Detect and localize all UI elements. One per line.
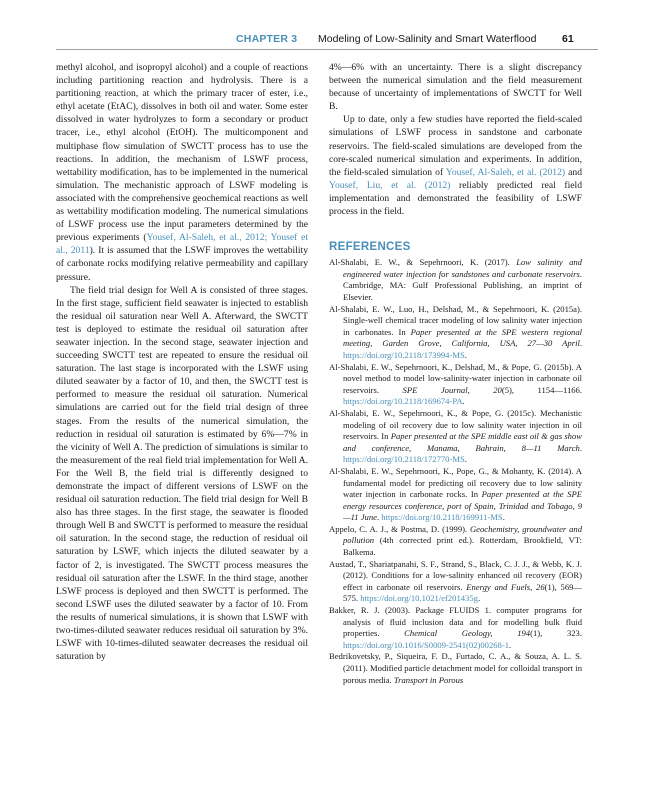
reference-text: Al-Shalabi, E. W., Sepehrnoori, K., Pope, G., & Mohanty, K. (2014). A fundamental model for predicting oil recovery due to low salinity water injection in carbonate rocks. In bbox=[329, 465, 582, 500]
reference-text: . bbox=[579, 442, 582, 453]
reference-source-title: Geochemistry, groundwater and pollution bbox=[343, 523, 582, 546]
reference-text: Austad, T., Shariatpanahi, S. F., Strand, S., Black, C. J. J., & Webb, K. J. (2012). Conditions for a low-salinity enhanced oil recovery (EOR) effect in carbonate oil reservoirs. bbox=[329, 558, 582, 592]
reference-entry bbox=[329, 466, 582, 524]
reference-text: Appelo, C. A. J., & Postma, D. (1999). bbox=[329, 523, 470, 534]
reference-entry bbox=[329, 362, 582, 408]
left-column bbox=[56, 61, 308, 663]
reference-text: . bbox=[464, 454, 467, 465]
reference-source-title: Chemical Geology, 194 bbox=[404, 628, 531, 639]
doi-link[interactable]: https://doi.org/10.1016/S0009-2541(02)00268-1 bbox=[343, 639, 509, 650]
doi-link[interactable]: https://doi.org/10.1021/ef201435g bbox=[360, 593, 478, 604]
reference-source-title: Low salinity and engineered water injection for sandstones and carbonate reservoirs bbox=[343, 257, 582, 279]
reference-entry bbox=[329, 304, 582, 362]
doi-link[interactable]: https://doi.org/10.2118/169674-PA bbox=[343, 396, 463, 407]
paragraph-text: methyl alcohol, and isopropyl alcohol) and a couple of reactions including partitioning reaction and hydrolysis. There is a partitioning reaction, at which the primary tracer of ester, i.e., ethyl acetate (EtAC), dissolves in both oil and water. Some ester dissolved in water hydrolyzes to form a secondary or product tracer, i.e., ethyl alcohol (EtOH). The multicomponent and multiphase flow simulation of SWCTT process has to use the reactions. In addition, the mechanism of LSWF process, wettability modification, has to be implemented in the numerical simulation. The mechanistic approach of LSWF modeling is associated with the comprehensive geochemical reactions as well as wettability modification modeling. The numerical simulations of LSWF process use the input parameters determined by the previous experiments ( bbox=[56, 62, 308, 244]
reference-entry bbox=[329, 605, 582, 651]
reference-source-title: Paper presented at the SPE energy resources conference, port of Spain, Trinidad and Tobago, 9—11 June bbox=[343, 489, 582, 523]
reference-source-title: Paper presented at the SPE middle east oil & gas show and conference, Manama, Bahrain, 8—11 March bbox=[343, 431, 582, 453]
reference-source-title: Transport in Porous bbox=[393, 674, 464, 685]
reference-entry bbox=[329, 559, 582, 605]
doi-link[interactable]: https://doi.org/10.2118/169911-MS bbox=[381, 512, 503, 523]
reference-text: . bbox=[579, 338, 582, 349]
reference-source-title: Paper presented at the SPE western regional meeting, Garden Grove, California, USA, 27—30 April bbox=[343, 326, 582, 349]
paragraph-text: reliably predicted real field implementation and demonstrated the feasibility of LSWF process in the field. bbox=[329, 179, 582, 218]
body-paragraph bbox=[56, 61, 308, 284]
reference-text: Al-Shalabi, E. W., Sepehrnoori, K., & Pope, G. (2015c). Mechanistic modeling of oil recovery due to low salinity water injection in oil reservoirs. In bbox=[329, 407, 582, 442]
citation-link[interactable]: Yousef, Al-Saleh, et al., 2012; Yousef et al., 2011 bbox=[56, 232, 308, 257]
reference-entry bbox=[329, 524, 582, 559]
reference-text: . bbox=[462, 396, 465, 407]
citation-link[interactable]: Yousef, Liu, et al. (2012) bbox=[329, 179, 451, 191]
body-paragraph: The field trial design for Well A is consisted of three stages. In the first stage, sufficient field seawater is injected to establish the residual oil saturation near Well A. Afterward, the SWCTT test is deployed to estimate the residual oil saturation after seawater injection. In the second stage, seawater injection and succeeding SWCTT test are repeated to ensure the residual oil saturation. The last stage is incorporated with the LSWF using diluted seawater by a factor of 10, and then, the SWCTT test is performed to measure the residual oil saturation. Numerical simulations are carried out for the field trial design of three stages. From the results of the numerical simulation, the reduction in residual oil saturation is estimated by 6%—7% in the vicinity of Well A. The prediction of simulations is similar to the measurement of the real field trial implementation for Well A. For the Well B, the field trial is differently designed to demonstrate the impact of different versions of LSWF on the residual oil saturation reduction. The field trial design for Well B also has three stages. In the first stage, the seawater is flooded through Well B and SWCTT is performed to measure the residual oil saturation. In the second stage, the reduction of residual oil saturation by LSWF, which injects the diluted seawater by a factor of 2, is investigated. The SWCTT process measures the residual oil saturation after the LSWF. In the third stage, another LSWF process is deployed and then SWCTT is performed. The second LSWF uses the diluted seawater by a factor of 10. From the results of numerical simulations, it is shown that LSWF with two-times-diluted seawater reduces residual oil saturation by 3%. LSWF with 10-times-diluted seawater decreases the residual oil saturation by bbox=[56, 284, 308, 663]
chapter-title: Modeling of Low-Salinity and Smart Waterflood bbox=[318, 33, 537, 45]
reference-text: . bbox=[464, 349, 467, 360]
reference-text: . bbox=[477, 593, 481, 604]
reference-text: Bedrikovetsky, P., Siqueira, F. D., Furtado, C. A., & Souza, A. L. S. (2011). Modified particle detachment model for colloidal transport in porous media. bbox=[329, 651, 582, 685]
reference-text: (1), 323. bbox=[530, 628, 582, 639]
page-number: 61 bbox=[562, 33, 574, 45]
reference-entry bbox=[329, 408, 582, 466]
chapter-label: CHAPTER 3 bbox=[236, 33, 298, 45]
reference-text: Bakker, R. J. (2003). Package FLUIDS 1. computer programs for analysis of fluid inclusion data and for modelling bulk fluid properties. bbox=[329, 605, 582, 639]
body-paragraph bbox=[329, 113, 582, 218]
doi-link[interactable]: https://doi.org/10.2118/172770-MS bbox=[343, 454, 465, 465]
reference-text: (1), 569—575. bbox=[343, 581, 583, 604]
reference-source-title: Energy and Fuels, 26 bbox=[466, 581, 545, 592]
reference-text: . bbox=[376, 512, 382, 523]
reference-text: Al-Shalabi, E. W., & Sepehrnoori, K. (2017). bbox=[329, 257, 517, 268]
right-column bbox=[329, 61, 582, 686]
reference-entry bbox=[329, 257, 582, 303]
reference-text: (5), 1154—1166. bbox=[501, 384, 582, 395]
paragraph-text: ). It is assumed that the LSWF improves the wettability of carbonate rocks modifying relative permeability and capillary pressure. bbox=[56, 245, 308, 283]
paragraph-text: Up to date, only a few studies have reported the field-scaled simulations of LSWF process in sandstone and carbonate reservoirs. The field-scaled simulations are developed from the core-scaled numerical simulation and experiments. In addition, the field-scaled simulation of bbox=[329, 114, 582, 178]
reference-text: Al-Shalabi, E. W., Sepehrnoori, K., Delshad, M., & Pope, G. (2015b). A novel method to model low-salinity-water injection in carbonate oil reservoirs. bbox=[329, 361, 582, 395]
reference-text: (4th corrected print ed.). Rotterdam, Brookfield, VT: Balkema. bbox=[343, 535, 582, 558]
citation-link[interactable]: Yousef, Al-Saleh, et al. (2012) bbox=[445, 166, 566, 178]
reference-list bbox=[329, 257, 582, 686]
reference-text: . bbox=[502, 512, 505, 523]
references-heading: REFERENCES bbox=[329, 241, 411, 254]
reference-text: . Cambridge, MA: Gulf Professional Publishing, an imprint of Elsevier. bbox=[343, 268, 582, 302]
reference-text: Al-Shalabi, E. W., Luo, H., Delshad, M., & Sepehrnoori, K. (2015a). Single-well chemical tracer modeling of low salinity water injection in carbonates. In bbox=[329, 303, 582, 337]
reference-text: . bbox=[509, 639, 512, 650]
running-header bbox=[0, 30, 648, 50]
reference-entry bbox=[329, 651, 582, 686]
doi-link[interactable]: https://doi.org/10.2118/173994-MS bbox=[343, 349, 465, 360]
paragraph-text: and bbox=[565, 166, 582, 178]
header-rule bbox=[56, 49, 598, 50]
body-paragraph: 4%—6% with an uncertainty. There is a slight discrepancy between the numerical simulation and the field measurement because of uncertainty of implementations of SWCTT for Well B. bbox=[329, 62, 582, 113]
reference-source-title: SPE Journal, 20 bbox=[402, 384, 502, 395]
